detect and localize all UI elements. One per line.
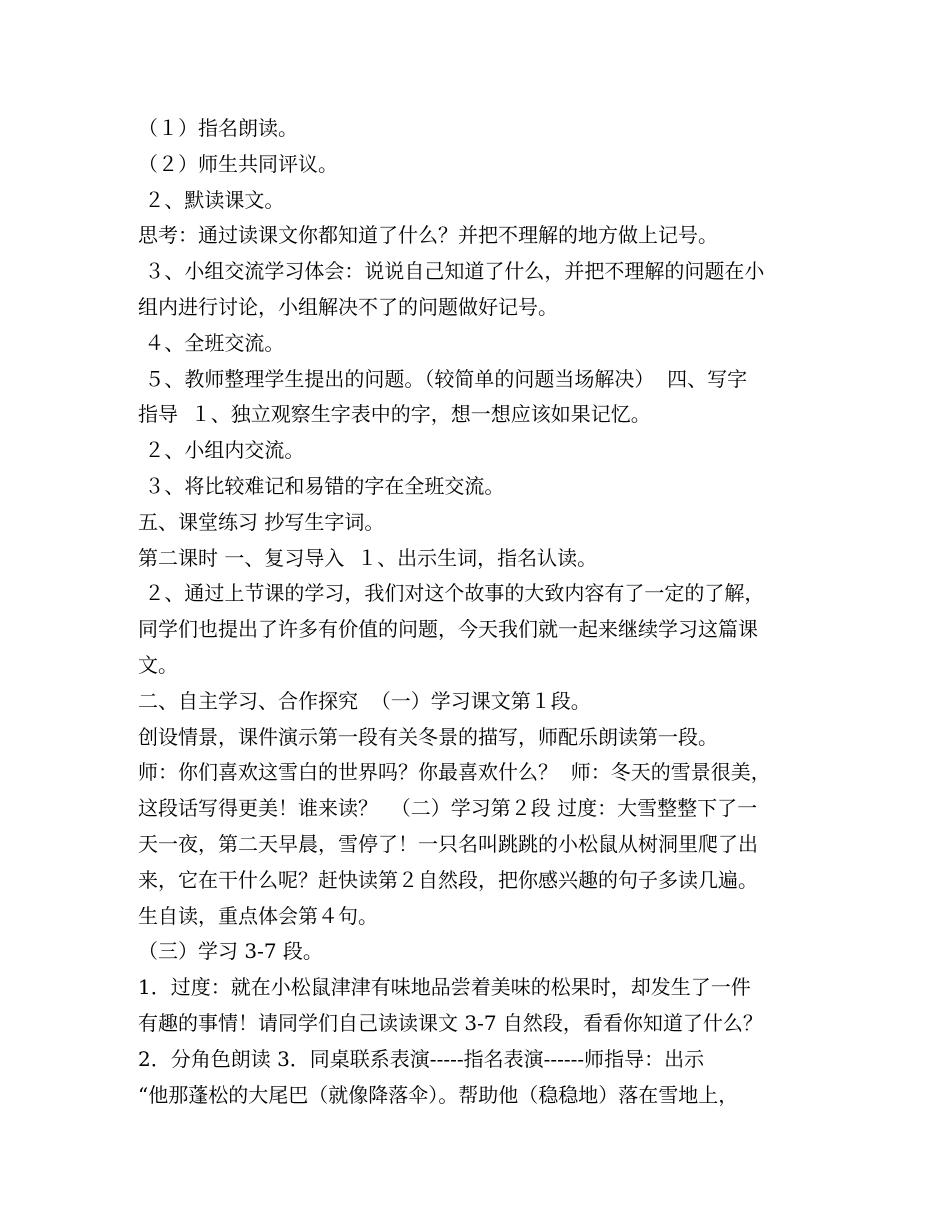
text-line: 创设情景，课件演示第一段有关冬景的描写，师配乐朗读第一段。 <box>138 724 718 749</box>
text-line: 1．过度：就在小松鼠津津有味地品尝着美味的松果时，却发生了一件 <box>138 975 751 1000</box>
text-line: “他那蓬松的大尾巴（就像降落伞）。帮助他（稳稳地）落在雪地上， <box>138 1082 739 1107</box>
text-line: ２、通过上节课的学习，我们对这个故事的大致内容有了一定的了解， <box>138 581 765 606</box>
text-line: 指导 １、独立观察生字表中的字，想一想应该如果记忆。 <box>138 402 651 427</box>
text-line: 第二课时 一、复习导入 １、出示生词，指名认读。 <box>138 545 598 570</box>
text-line: 天一夜，第二天早晨，雪停了！一只名叫跳跳的小松鼠从树洞里爬了出 <box>138 831 758 856</box>
text-line: 来，它在干什么呢？赶快读第２自然段，把你感兴趣的句子多读几遍。 <box>138 867 758 892</box>
text-line: 思考：通过读课文你都知道了什么？并把不理解的地方做上记号。 <box>138 223 718 248</box>
text-line: ５、教师整理学生提出的问题。（较简单的问题当场解决） 四、写字 <box>138 366 748 391</box>
text-line: （１）指名朗读。 <box>138 116 298 140</box>
text-line: ２、小组内交流。 <box>138 438 305 463</box>
text-line: （三）学习 3-7 段。 <box>138 939 323 964</box>
text-line: 师：你们喜欢这雪白的世界吗？你最喜欢什么？ 师：冬天的雪景很美， <box>138 760 771 785</box>
text-line: 五、课堂练习 抄写生字词。 <box>138 509 385 534</box>
text-line: 同学们也提出了许多有价值的问题，今天我们就一起来继续学习这篇课 <box>138 617 758 642</box>
text-line: ３、小组交流学习体会：说说自己知道了什么，并把不理解的问题在小 <box>138 259 765 284</box>
text-line: 组内进行讨论，小组解决不了的问题做好记号。 <box>138 294 558 319</box>
text-line: 二、自主学习、合作探究 （一）学习课文第１段。 <box>138 688 591 713</box>
text-line: ４、全班交流。 <box>138 330 285 355</box>
text-line: 文。 <box>138 652 178 677</box>
text-line: 有趣的事情！请同学们自己读读课文 3-7 自然段，看看你知道了什么？ <box>138 1010 763 1035</box>
document-body <box>138 111 828 1113</box>
text-line: ２、默读课文。 <box>138 187 285 212</box>
text-line: 2．分角色朗读 3．同桌联系表演-----指名表演------师指导：出示 <box>138 1046 705 1071</box>
text-line: 这段话写得更美！谁来读？ （二）学习第２段 过度：大雪整整下了一 <box>138 796 758 821</box>
text-line: （２）师生共同评议。 <box>138 151 338 176</box>
text-line: ３、将比较难记和易错的字在全班交流。 <box>138 473 505 498</box>
text-line: 生自读，重点体会第４句。 <box>138 903 378 928</box>
